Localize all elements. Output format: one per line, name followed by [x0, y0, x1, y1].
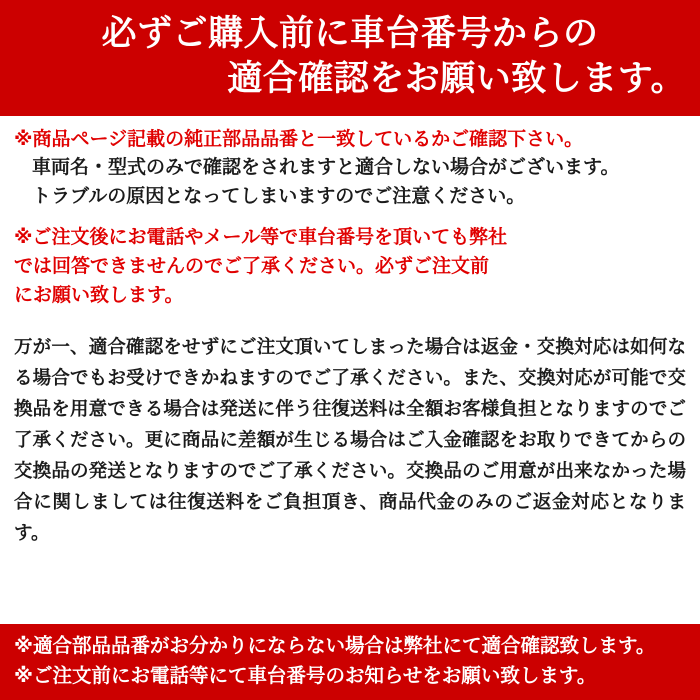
banner-headline-line-2: 適合確認をお願い致します。: [227, 58, 686, 98]
notice-vin-line-3: にお願い致します。: [14, 284, 184, 306]
notice-vin-line-1: ※ご注文後にお電話やメール等で車台番号を頂いても弊社: [14, 227, 508, 249]
notice-vin-line-2: では回答できませんのでご了承ください。必ずご注文前: [14, 256, 490, 278]
notice-part-number-detail-2: トラブルの原因となってしまいますのでご注意ください。: [32, 186, 526, 208]
footer-line-1: ※適合部品品番がお分かりにならない場合は弊社にて適合確認致します。: [14, 634, 656, 657]
header-banner: [0, 0, 700, 116]
footer-line-2: ※ご注文前にお電話等にて車台番号のお知らせをお願い致します。: [14, 664, 597, 687]
notice-block-part-number: [14, 126, 686, 213]
footer-banner: [0, 624, 700, 700]
notice-body: [0, 116, 700, 624]
notice-part-number-heading: ※商品ページ記載の純正部品品番と一致しているかご確認下さい。: [14, 128, 584, 150]
banner-headline-line-1: 必ずご購入前に車台番号からの: [101, 14, 599, 53]
notice-part-number-detail-1: 車両名・型式のみで確認をされますと適合しない場合がございます。: [32, 157, 620, 179]
refund-policy-paragraph: 万が一、適合確認をせずにご注文頂いてしまった場合は返金・交換対応は如何なる場合でもお受けできかねますのでご了承ください。また、交換対応が可能で交換品を用意できる場合は発送に伴う往復送料は全額お客様負担となりますのでご了承ください。更に商品に差額が生じる場合はご入金確認をお取りできてからの交換品の発送となりますのでご了承ください。交換品のご用意が出来なかった場合に関しましては往復送料をご負担頂き、商品代金のみのご返金対応となります。: [14, 335, 686, 544]
notice-block-vin-request: [14, 224, 686, 311]
spacer-lower: [14, 317, 686, 327]
